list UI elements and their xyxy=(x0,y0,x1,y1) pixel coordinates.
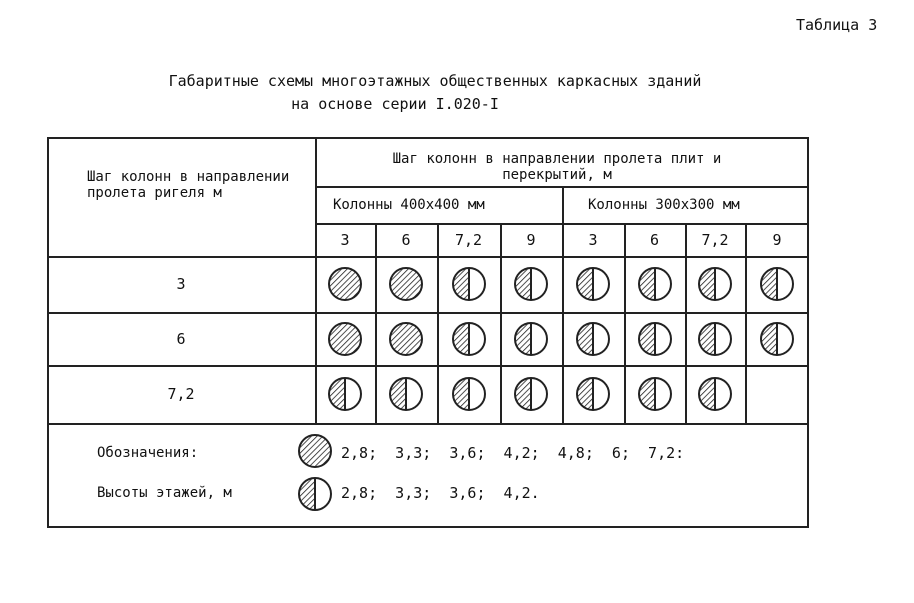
legend-half-values: 2,8; 3,3; 3,6; 4,2. xyxy=(341,484,540,502)
column-header-cell: 6 xyxy=(649,230,660,249)
half-hatched-circle-icon xyxy=(437,365,500,423)
row-label: 7,2 xyxy=(167,385,195,403)
half-hatched-circle-icon xyxy=(437,256,500,312)
legend-label: Обозначения: xyxy=(97,445,199,461)
half-hatched-circle-icon xyxy=(685,256,745,312)
schemes-table xyxy=(47,137,809,528)
half-hatched-circle-icon xyxy=(500,256,562,312)
divider xyxy=(47,423,809,425)
row-label: 3 xyxy=(176,275,186,293)
row-label: 6 xyxy=(176,329,186,348)
half-hatched-circle-icon xyxy=(437,312,500,365)
fully-hatched-circle-icon xyxy=(315,256,375,312)
half-hatched-circle-icon xyxy=(375,365,437,423)
floor-heights-label: Высоты этажей, м xyxy=(97,485,232,501)
half-hatched-circle-icon xyxy=(315,365,375,423)
table-number: Таблица 3 xyxy=(796,16,878,34)
half-hatched-circle-icon xyxy=(685,312,745,365)
group-columns-400: Колонны 400х400 мм xyxy=(333,197,485,213)
column-axis-header: Шаг колонн в направлении пролета плит и перекрытий, м xyxy=(392,151,722,183)
half-hatched-circle-icon xyxy=(562,256,624,312)
fully-hatched-circle-icon xyxy=(315,312,375,365)
column-header-cell: 3 xyxy=(340,230,350,249)
column-header-cell: 7,2 xyxy=(701,230,729,249)
half-hatched-circle-icon xyxy=(745,312,809,365)
group-columns-300: Колонны 300х300 мм xyxy=(588,197,740,213)
legend-full-values: 2,8; 3,3; 3,6; 4,2; 4,8; 6; 7,2: xyxy=(341,444,685,462)
column-header-cell: 6 xyxy=(401,230,411,249)
column-header-cell: 9 xyxy=(772,230,782,249)
table-title-line1: Габаритные схемы многоэтажных общественных каркасных зданий xyxy=(168,72,702,90)
half-hatched-circle-icon xyxy=(745,256,809,312)
column-header-cell: 7,2 xyxy=(454,230,483,249)
legend-half-hatched-circle-icon xyxy=(297,476,333,512)
half-hatched-circle-icon xyxy=(500,312,562,365)
table-title-line2: на основе серии I.020-I xyxy=(291,95,499,113)
column-header-cell: 9 xyxy=(526,230,536,249)
half-hatched-circle-icon xyxy=(624,256,685,312)
half-hatched-circle-icon xyxy=(624,312,685,365)
half-hatched-circle-icon xyxy=(500,365,562,423)
row-axis-header: Шаг колонн в направлении пролета ригеля м xyxy=(87,169,290,201)
half-hatched-circle-icon xyxy=(624,365,685,423)
half-hatched-circle-icon xyxy=(685,365,745,423)
fully-hatched-circle-icon xyxy=(375,256,437,312)
fully-hatched-circle-icon xyxy=(375,312,437,365)
column-header-cell: 3 xyxy=(588,230,598,249)
half-hatched-circle-icon xyxy=(562,312,624,365)
half-hatched-circle-icon xyxy=(562,365,624,423)
legend-full-hatched-circle-icon xyxy=(297,433,333,469)
